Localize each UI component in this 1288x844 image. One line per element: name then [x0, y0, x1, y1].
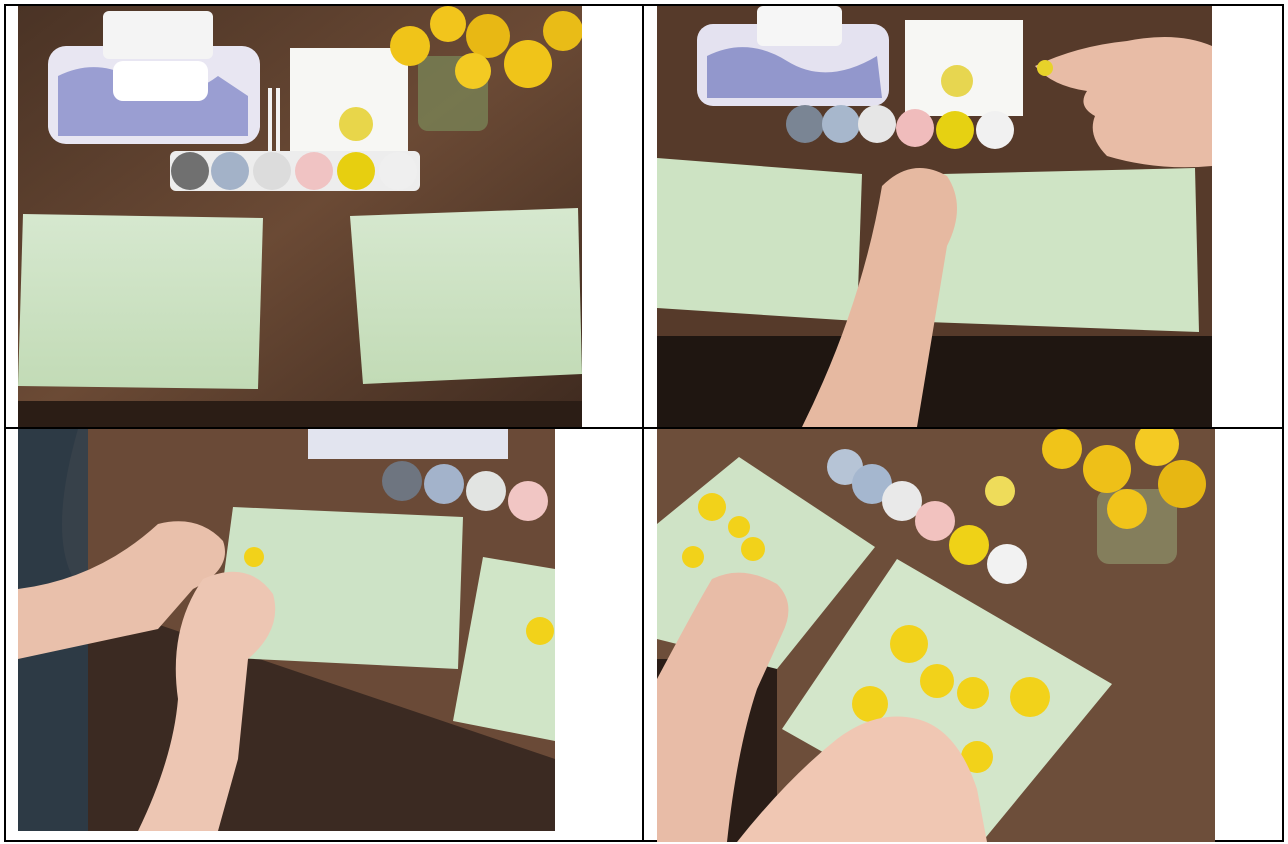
photo-bottom-right-image: [657, 429, 1215, 842]
yellow-print-icon-right: [526, 617, 554, 645]
photo-top-right-image: [657, 6, 1212, 427]
green-paper-sheet-left: [18, 214, 263, 389]
yellow-print-icon: [244, 547, 264, 567]
photo-bottom-left: [18, 429, 555, 831]
photo-top-right: [657, 6, 1212, 427]
photo-top-left-image: [18, 6, 582, 427]
green-paper-sheet-left: [657, 158, 862, 321]
paint-cup-icon: [339, 107, 373, 141]
border-right: [1282, 4, 1284, 842]
green-paper-sheet-right: [927, 168, 1199, 332]
photo-top-left: [18, 6, 582, 427]
paint-jars-icon: [170, 151, 420, 191]
green-paper-sheet-right: [350, 208, 582, 384]
border-left: [4, 4, 6, 842]
photo-bottom-right: [657, 429, 1215, 842]
photo-bottom-left-image: [18, 429, 555, 831]
border-center: [642, 4, 644, 842]
